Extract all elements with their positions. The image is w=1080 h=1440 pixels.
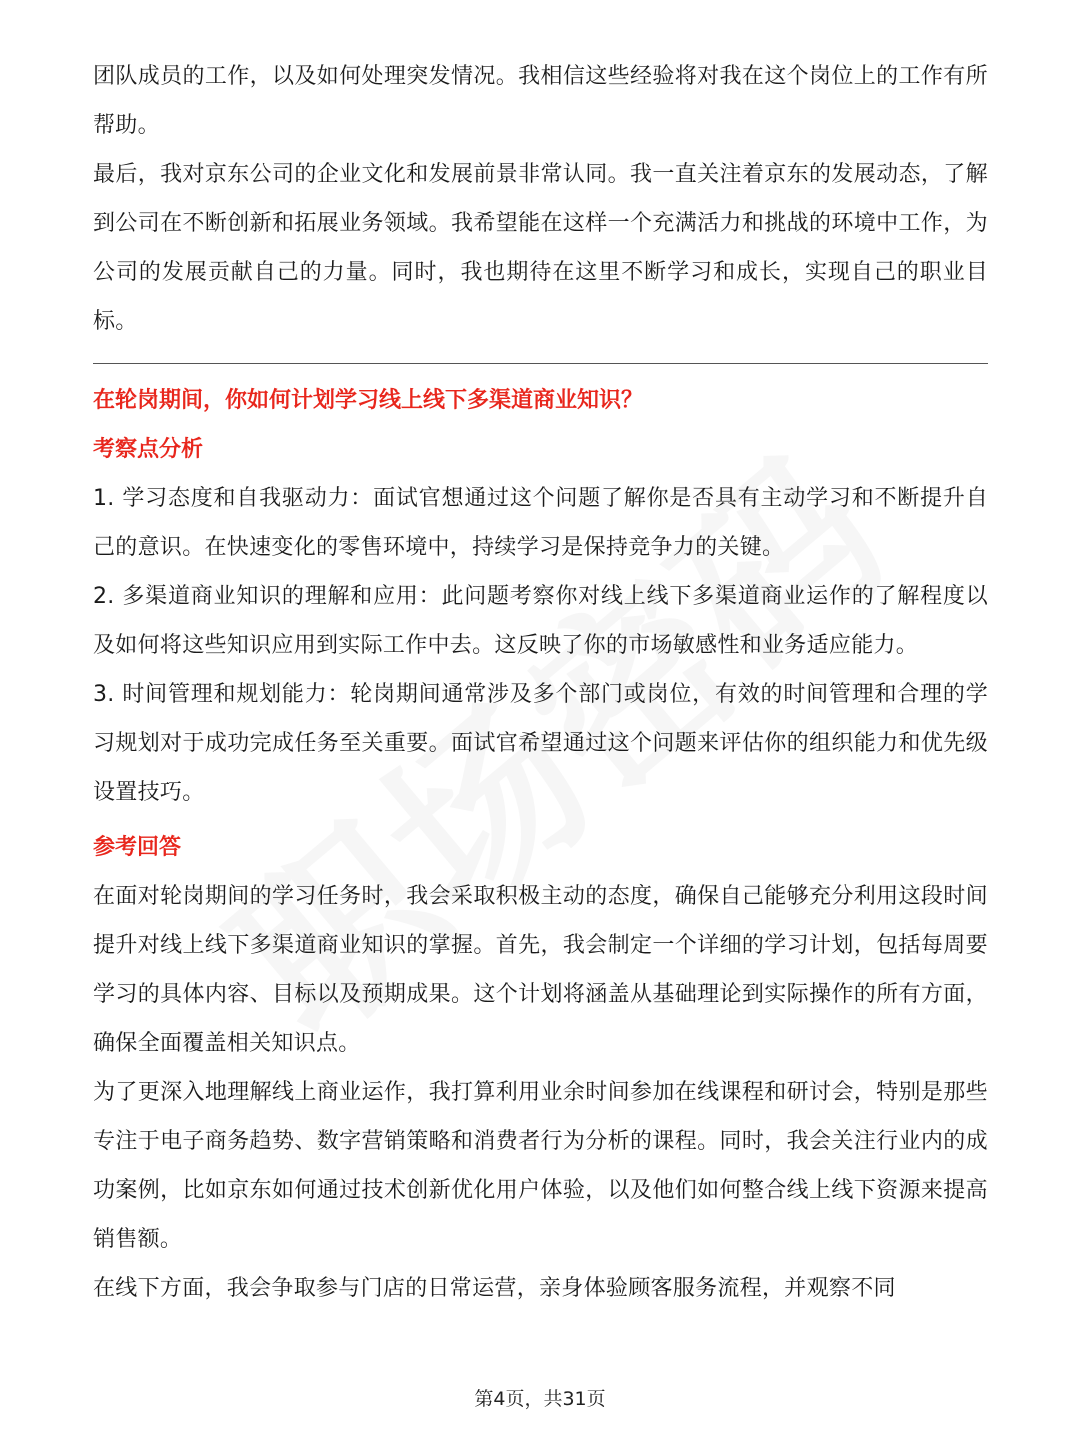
answer-paragraph: 在线下方面，我会争取参与门店的日常运营，亲身体验顾客服务流程，并观察不同 [93, 1276, 896, 1301]
answer-paragraph: 为了更深入地理解线上商业运作，我打算利用业余时间参加在线课程和研讨会，特别是那些专注于电子商务趋势、数字营销策略和消费者行为分析的课程。同时，我会关注行业内的成功案例，比如京东如何通过技术创新优化用户体验，以及他们如何整合线上线下资源来提高销售额。 [93, 1080, 988, 1252]
analysis-point: 3. 时间管理和规划能力：轮岗期间通常涉及多个部门或岗位，有效的时间管理和合理的学习规划对于成功完成任务至关重要。面试官希望通过这个问题来评估你的组织能力和优先级设置技巧。 [93, 682, 988, 805]
question-title: 在轮岗期间，你如何计划学习线上线下多渠道商业知识？ [93, 388, 644, 413]
analysis-point: 2. 多渠道商业知识的理解和应用：此问题考察你对线上线下多渠道商业运作的了解程度以及如何将这些知识应用到实际工作中去。这反映了你的市场敏感性和业务适应能力。 [93, 584, 988, 658]
intro-paragraph: 团队成员的工作，以及如何处理突发情况。我相信这些经验将对我在这个岗位上的工作有所帮助。 [93, 64, 988, 138]
answer-paragraph: 在面对轮岗期间的学习任务时，我会采取积极主动的态度，确保自己能够充分利用这段时间提升对线上线下多渠道商业知识的掌握。首先，我会制定一个详细的学习计划，包括每周要学习的具体内容、目标以及预期成果。这个计划将涵盖从基础理论到实际操作的所有方面，确保全面覆盖相关知识点。 [93, 884, 988, 1056]
page-number: 第4页，共31页 [474, 1388, 606, 1410]
document-page [93, 52, 988, 1313]
intro-paragraph: 最后，我对京东公司的企业文化和发展前景非常认同。我一直关注着京东的发展动态，了解到公司在不断创新和拓展业务领域。我希望能在这样一个充满活力和挑战的环境中工作，为公司的发展贡献自己的力量。同时，我也期待在这里不断学习和成长，实现自己的职业目标。 [93, 162, 988, 334]
analysis-heading: 考察点分析 [93, 437, 204, 462]
section-divider [93, 363, 988, 364]
answer-heading: 参考回答 [93, 835, 182, 860]
analysis-point: 1. 学习态度和自我驱动力：面试官想通过这个问题了解你是否具有主动学习和不断提升自己的意识。在快速变化的零售环境中，持续学习是保持竞争力的关键。 [93, 486, 988, 560]
